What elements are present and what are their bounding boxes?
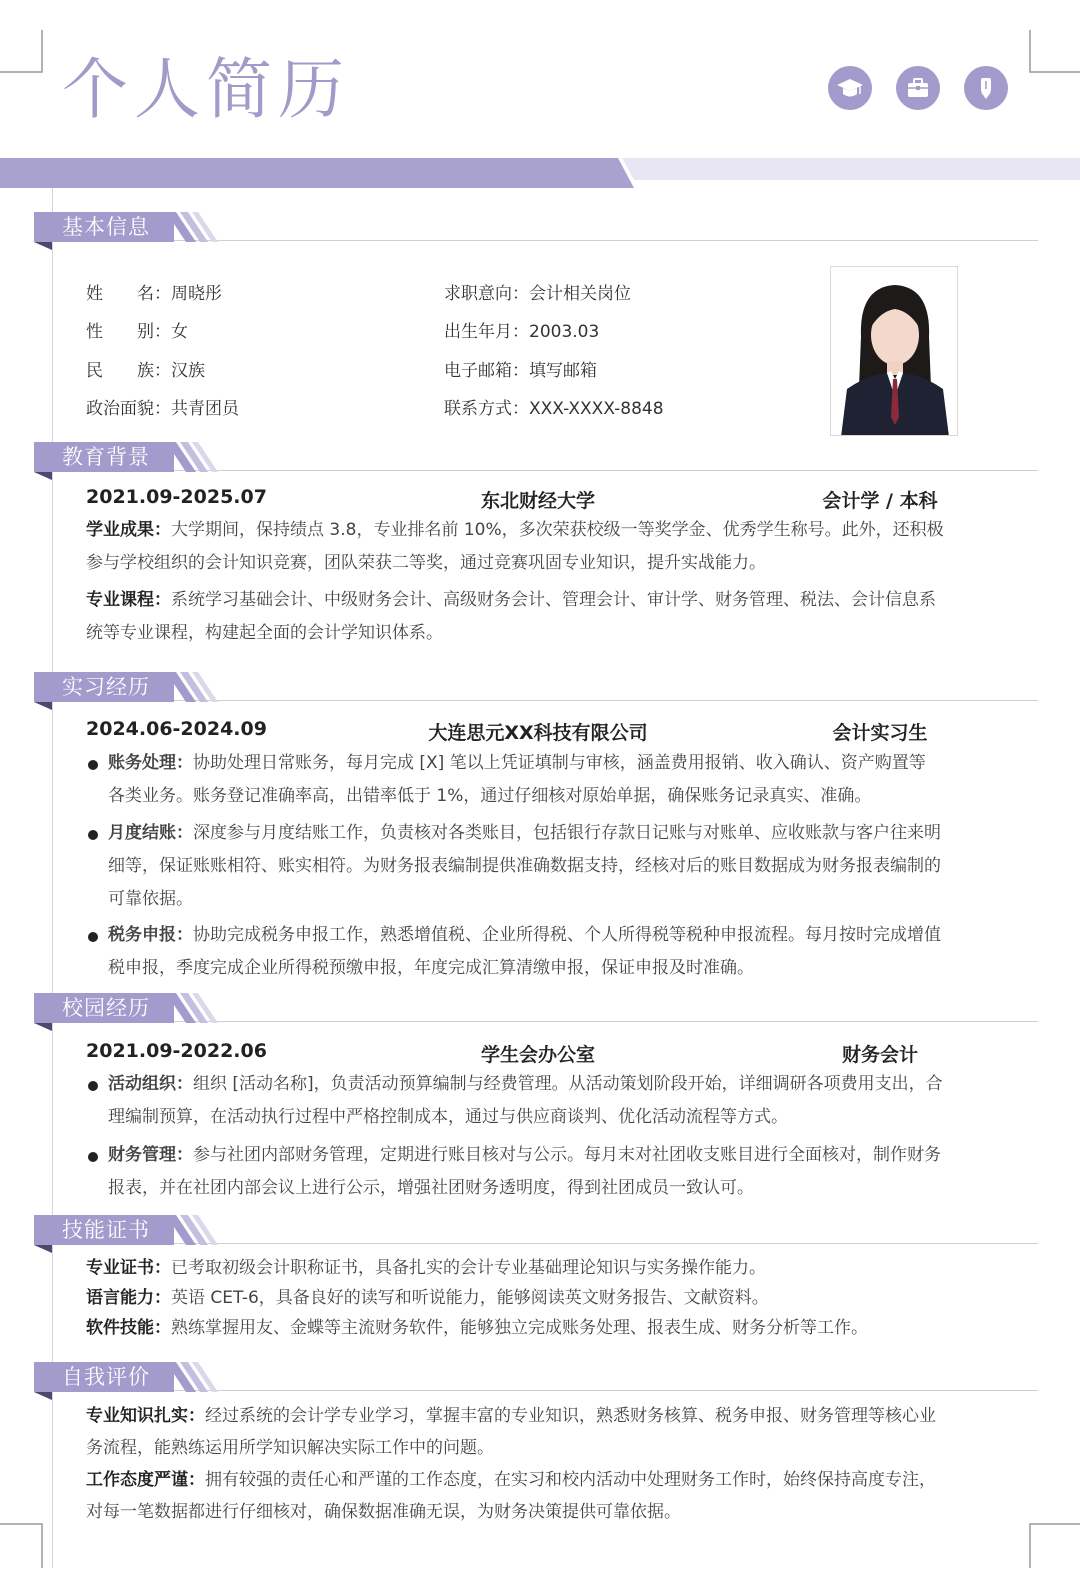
section-header — [0, 442, 1080, 482]
label: 专业课程： — [86, 590, 171, 610]
skills-list — [86, 1253, 868, 1343]
briefcase-icon — [896, 66, 940, 110]
stripes-decoration — [166, 1215, 222, 1245]
section-title: 基本信息 — [34, 212, 174, 242]
label: 专业知识扎实： — [86, 1406, 205, 1426]
label: 软件技能： — [86, 1318, 171, 1338]
info-email — [444, 356, 597, 381]
education-courses — [86, 584, 936, 650]
education-major: 会计学 / 本科 — [822, 490, 938, 512]
line: 报表，并在社团内部会议上进行公示，增强社团财务透明度，得到社团成员一致认可。 — [108, 1178, 754, 1198]
section-header — [0, 672, 1080, 712]
section-header — [0, 993, 1080, 1033]
stripes-decoration — [166, 1362, 222, 1392]
bullet-text — [108, 747, 926, 813]
section-title: 校园经历 — [34, 993, 174, 1023]
section-header — [0, 1215, 1080, 1255]
text: 协助完成税务申报工作，熟悉增值税、企业所得税、个人所得税等税种申报流程。每月按时完成增值 — [193, 925, 941, 945]
section-title: 教育背景 — [34, 442, 174, 472]
bullet-dot — [88, 1081, 98, 1091]
bullet-dot — [88, 1152, 98, 1162]
header-band — [0, 158, 1080, 188]
section-title: 实习经历 — [34, 672, 174, 702]
section-fold — [34, 1392, 52, 1400]
section-education — [0, 442, 1080, 482]
section-title: 技能证书 — [34, 1215, 174, 1245]
label: 财务管理： — [108, 1145, 193, 1165]
info-phone — [444, 394, 664, 419]
info-job — [444, 279, 631, 304]
text: 已考取初级会计职称证书，具备扎实的会计专业基础理论知识与实务操作能力。 — [171, 1258, 766, 1278]
label: 求职意向： — [444, 284, 529, 304]
bullet-text — [108, 817, 941, 916]
label: 联系方式： — [444, 399, 529, 419]
stripes-decoration — [166, 672, 222, 702]
education-period: 2021.09-2025.07 — [86, 486, 267, 508]
corner-mark-bottom-left — [0, 1522, 46, 1568]
info-gender — [86, 317, 188, 342]
self-evaluation-text — [86, 1400, 936, 1528]
label: 语言能力： — [86, 1288, 171, 1308]
section-fold — [34, 1023, 52, 1031]
value: 会计相关岗位 — [529, 284, 631, 304]
value: 汉族 — [171, 361, 205, 381]
section-fold — [34, 1245, 52, 1253]
bullet-dot — [88, 830, 98, 840]
info-political — [86, 394, 239, 419]
text: 系统学习基础会计、中级财务会计、高级财务会计、管理会计、审计学、财务管理、税法、会计信息系 — [171, 590, 936, 610]
section-basic-info — [0, 212, 1080, 252]
corner-mark-top-left — [0, 30, 46, 76]
value: 填写邮箱 — [529, 361, 597, 381]
section-fold — [34, 472, 52, 480]
value: 2003.03 — [529, 322, 600, 342]
bullet-dot — [88, 760, 98, 770]
section-header — [0, 1362, 1080, 1402]
internship-header-row — [86, 718, 1010, 745]
corner-mark-top-right — [1028, 30, 1080, 76]
value: 共青团员 — [171, 399, 239, 419]
bullet-text — [108, 1068, 943, 1134]
corner-mark-bottom-right — [1028, 1522, 1080, 1568]
stripes-decoration — [166, 993, 222, 1023]
label: 月度结账： — [108, 823, 193, 843]
info-name — [86, 279, 222, 304]
bullet-text — [108, 1139, 941, 1205]
line — [108, 817, 941, 850]
line — [108, 1139, 941, 1172]
value: XXX-XXXX-8848 — [529, 399, 664, 419]
education-achievements — [86, 514, 944, 580]
line: 各类业务。账务登记准确率高，出错率低于 1%，通过仔细核对原始单据，确保账务记录真实、准确。 — [108, 786, 872, 806]
section-internship — [0, 672, 1080, 712]
text: 深度参与月度结账工作，负责核对各类账目，包括银行存款日记账与对账单、应收账款与客户往来明 — [193, 823, 941, 843]
skill-cert — [86, 1253, 868, 1283]
label: 工作态度严谨： — [86, 1470, 205, 1490]
campus-org: 学生会办公室 — [480, 1044, 595, 1066]
campus-role: 财务会计 — [841, 1044, 918, 1066]
line — [86, 1400, 936, 1432]
section-self-evaluation — [0, 1362, 1080, 1402]
campus-bullet-activity — [88, 1068, 943, 1134]
label: 性 别： — [86, 322, 171, 342]
text: 熟练掌握用友、金蝶等主流财务软件，能够独立完成账务处理、报表生成、财务分析等工作。 — [171, 1318, 868, 1338]
text: 拥有较强的责任心和严谨的工作态度，在实习和校内活动中处理财务工作时，始终保持高度专注， — [205, 1470, 936, 1490]
line: 税申报，季度完成企业所得税预缴申报，年度完成汇算清缴申报，保证申报及时准确。 — [108, 958, 754, 978]
pen-icon — [964, 66, 1008, 110]
value: 女 — [171, 322, 188, 342]
line: 统等专业课程，构建起全面的会计学知识体系。 — [86, 623, 443, 643]
campus-header-row — [86, 1040, 1010, 1067]
internship-bullet-accounting — [88, 747, 926, 813]
bullet-dot — [88, 932, 98, 942]
skill-language — [86, 1283, 868, 1313]
label: 专业证书： — [86, 1258, 171, 1278]
skill-software — [86, 1313, 868, 1343]
line: 可靠依据。 — [108, 889, 193, 909]
timeline-line — [52, 188, 53, 1568]
text: 大学期间，保持绩点 3.8，专业排名前 10%，多次荣获校级一等奖学金、优秀学生称号。此外，还积极 — [171, 520, 944, 540]
profile-photo — [830, 266, 958, 436]
campus-bullet-finance — [88, 1139, 941, 1205]
internship-bullet-closing — [88, 817, 941, 916]
line: 对每一笔数据都进行仔细核对，确保数据准确无误，为财务决策提供可靠依据。 — [86, 1502, 681, 1522]
page-title: 个人简历 — [62, 51, 350, 128]
line — [86, 514, 944, 547]
section-fold — [34, 702, 52, 710]
label: 学业成果： — [86, 520, 171, 540]
label: 姓 名： — [86, 284, 171, 304]
value: 周晓彤 — [171, 284, 222, 304]
label: 活动组织： — [108, 1074, 193, 1094]
header-icons — [828, 66, 1008, 110]
line: 参与学校组织的会计知识竞赛，团队荣获二等奖，通过竞赛巩固专业知识，提升实战能力。 — [86, 553, 766, 573]
line — [108, 747, 926, 780]
line — [86, 584, 936, 617]
internship-period: 2024.06-2024.09 — [86, 718, 267, 740]
text: 协助处理日常账务，每月完成 [X] 笔以上凭证填制与审核，涵盖费用报销、收入确认、资产购置等 — [193, 753, 926, 773]
label: 出生年月： — [444, 322, 529, 342]
label: 税务申报： — [108, 925, 193, 945]
text: 经过系统的会计学专业学习，掌握丰富的专业知识，熟悉财务核算、税务申报、财务管理等核心业 — [205, 1406, 936, 1426]
text: 英语 CET-6，具备良好的读写和听说能力，能够阅读英文财务报告、文献资料。 — [171, 1288, 769, 1308]
line: 务流程，能熟练运用所学知识解决实际工作中的问题。 — [86, 1438, 494, 1458]
section-title: 自我评价 — [34, 1362, 174, 1392]
internship-role: 会计实习生 — [832, 722, 928, 744]
line — [108, 1068, 943, 1101]
graduation-cap-icon — [828, 66, 872, 110]
line: 细等，保证账账相符、账实相符。为财务报表编制提供准确数据支持，经核对后的账目数据成为财务报表编制的 — [108, 856, 941, 876]
label: 账务处理： — [108, 753, 193, 773]
info-birth — [444, 317, 599, 342]
info-ethnic — [86, 356, 205, 381]
section-skills — [0, 1215, 1080, 1255]
section-header — [0, 212, 1080, 252]
education-school: 东北财经大学 — [480, 490, 595, 512]
education-header-row — [86, 486, 1010, 513]
section-campus — [0, 993, 1080, 1033]
line — [86, 1464, 936, 1496]
stripes-decoration — [166, 442, 222, 472]
section-fold — [34, 242, 52, 250]
internship-bullet-tax — [88, 919, 941, 985]
label: 电子邮箱： — [444, 361, 529, 381]
stripes-decoration — [166, 212, 222, 242]
label: 民 族： — [86, 361, 171, 381]
internship-company: 大连思元XX科技有限公司 — [428, 722, 648, 744]
campus-period: 2021.09-2022.06 — [86, 1040, 267, 1062]
bullet-text — [108, 919, 941, 985]
text: 参与社团内部财务管理，定期进行账目核对与公示。每月末对社团收支账目进行全面核对，制作财务 — [193, 1145, 941, 1165]
line — [108, 919, 941, 952]
text: 组织 [活动名称]，负责活动预算编制与经费管理。从活动策划阶段开始，详细调研各项费用支出，合 — [193, 1074, 943, 1094]
line: 理编制预算，在活动执行过程中严格控制成本，通过与供应商谈判、优化活动流程等方式。 — [108, 1107, 788, 1127]
label: 政治面貌： — [86, 399, 171, 419]
